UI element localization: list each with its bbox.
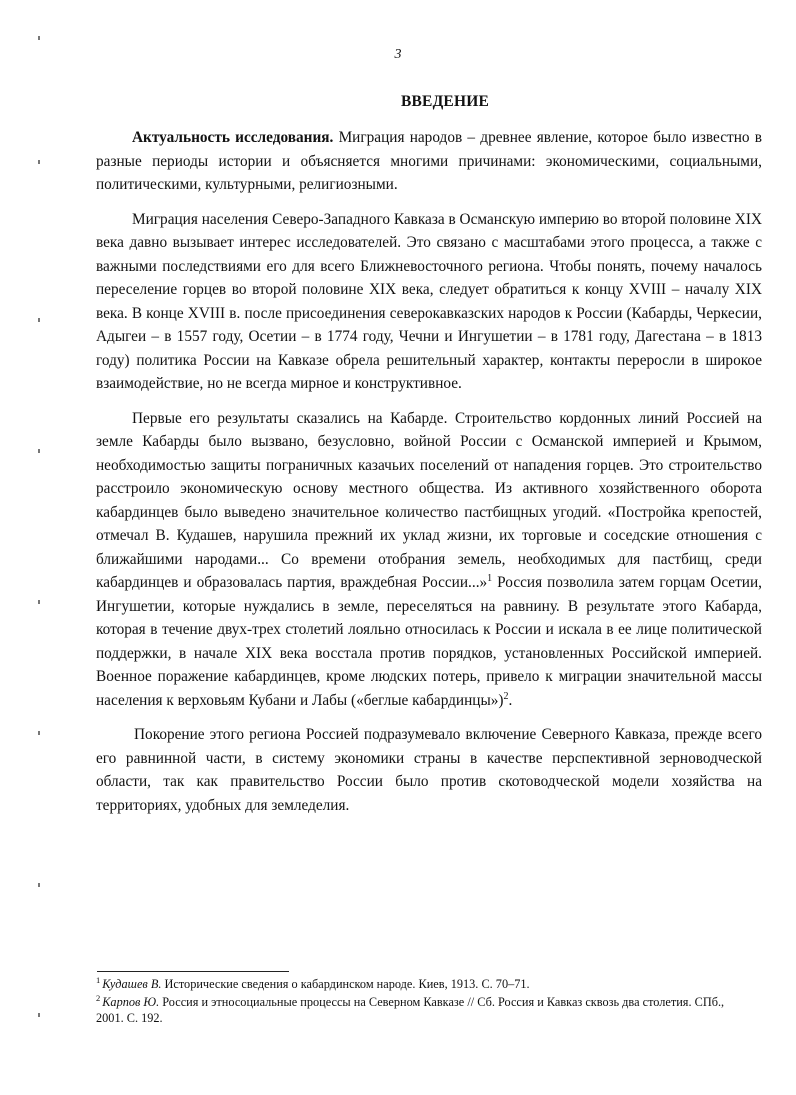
paragraph-2-text: Миграция населения Северо-Западного Кавказа в Османскую империю во второй половине XIX века давно вызывает интерес исследователей. Это связано с масштабами этого процесса, а также с важными последствиями его для всего Ближневосточного региона. Чтобы понять, почему началось переселение горцев во второй половине XIX века, следует обратиться к концу XVIII – началу XIX века. В конце XVIII в. после присоединения северокавказских народов к России (Кабарды, Черкесии, Адыгеи – в 1557 году, Осетии – в 1774 году, Чечни и Ингушетии – в 1781 году, Дагестана – в 1813 году) политика России на Кавказе обрела решительный характер, контакты переросли в широкое взаимодействие, но не всегда мирное и конструктивное. (96, 210, 762, 392)
paragraph-3-text-part3: . (508, 691, 513, 709)
footnote-ref-1[interactable]: 1 (487, 572, 493, 584)
footnote-2-text: Россия и этносоциальные процессы на Северном Кавказе // Сб. Россия и Кавказ сквозь два столетия. СПб., 2001. С. 192. (96, 995, 725, 1025)
footnote-2-author: Карпов Ю. (102, 995, 160, 1009)
footnote-divider (97, 971, 289, 972)
footnote-ref-2[interactable]: 2 (503, 690, 509, 702)
body-text (96, 126, 762, 828)
margin-scan-mark (38, 160, 40, 164)
margin-scan-mark (38, 600, 40, 604)
footnote-1-mark: 1 (96, 974, 101, 985)
page-number: 3 (394, 47, 402, 62)
footnote-1 (96, 976, 736, 992)
footnote-2 (96, 994, 736, 1026)
page-title: ВВЕДЕНИЕ (400, 93, 490, 110)
footnote-1-author: Кудашев В. (102, 977, 162, 991)
paragraph-1 (96, 126, 762, 197)
footnote-2-mark: 2 (96, 992, 101, 1003)
footnotes (96, 976, 736, 1028)
section-lead: Актуальность исследования. (132, 129, 334, 146)
margin-scan-mark (38, 1013, 40, 1017)
paragraph-3 (96, 407, 762, 713)
paragraph-4-text: Покорение этого региона Россией подразумевало включение Северного Кавказа, прежде всего его равнинной части, в систему экономики страны в качестве перспективной зерноводческой области, так как правительство России было против скотоводческой модели хозяйства на территориях, удобных для земледелия. (96, 726, 762, 814)
margin-scan-mark (38, 449, 40, 453)
margin-scan-mark (38, 318, 40, 322)
footnote-1-text: Исторические сведения о кабардинском народе. Киев, 1913. С. 70–71. (161, 977, 530, 991)
margin-scan-mark (38, 731, 40, 735)
paragraph-3-text-part2: Россия позволила затем горцам Осетии, Ингушетии, которые нуждались в земле, переселяться на равнину. В результате этого Кабарда, которая в течение двух-трех столетий лояльно относилась к России и искала в ее лице политической поддержки, в начале XIX века восстала против порядков, установленных Российской империей. Военное поражение кабардинцев, кроме людских потерь, привело к миграции значительной массы населения к верховьям Кубани и Лабы («беглые кабардинцы») (96, 574, 762, 709)
margin-scan-mark (38, 883, 40, 887)
margin-scan-mark (38, 36, 40, 40)
paragraph-4 (96, 723, 762, 817)
paragraph-1-text: Миграция народов – древнее явление, которое было известно в разные периоды истории и объясняется многими причинами: экономическими, социальными, политическими, культурными, религиозными. (96, 129, 762, 193)
paragraph-2 (96, 208, 762, 396)
paragraph-3-text-part1: Первые его результаты сказались на Кабарде. Строительство кордонных линий Россией на земле Кабарды было вызвано, безусловно, войной России с Османской империей и Крымом, необходимостью защиты пограничных казачьих поселений от нападения горцев. Это строительство расстроило экономическую основу местного общества. Из активного хозяйственного оборота кабардинцев было выведено значительное количество пастбищных угодий. «Постройка крепостей, отмечал В. Кудашев, нарушила прежний их уклад жизни, их торговые и соседские отношения с ближайшими народами... Со времени отобрания земель, необходимых для пастбищ, среди кабардинцев и образовалась партия, враждебная России...» (96, 409, 762, 591)
